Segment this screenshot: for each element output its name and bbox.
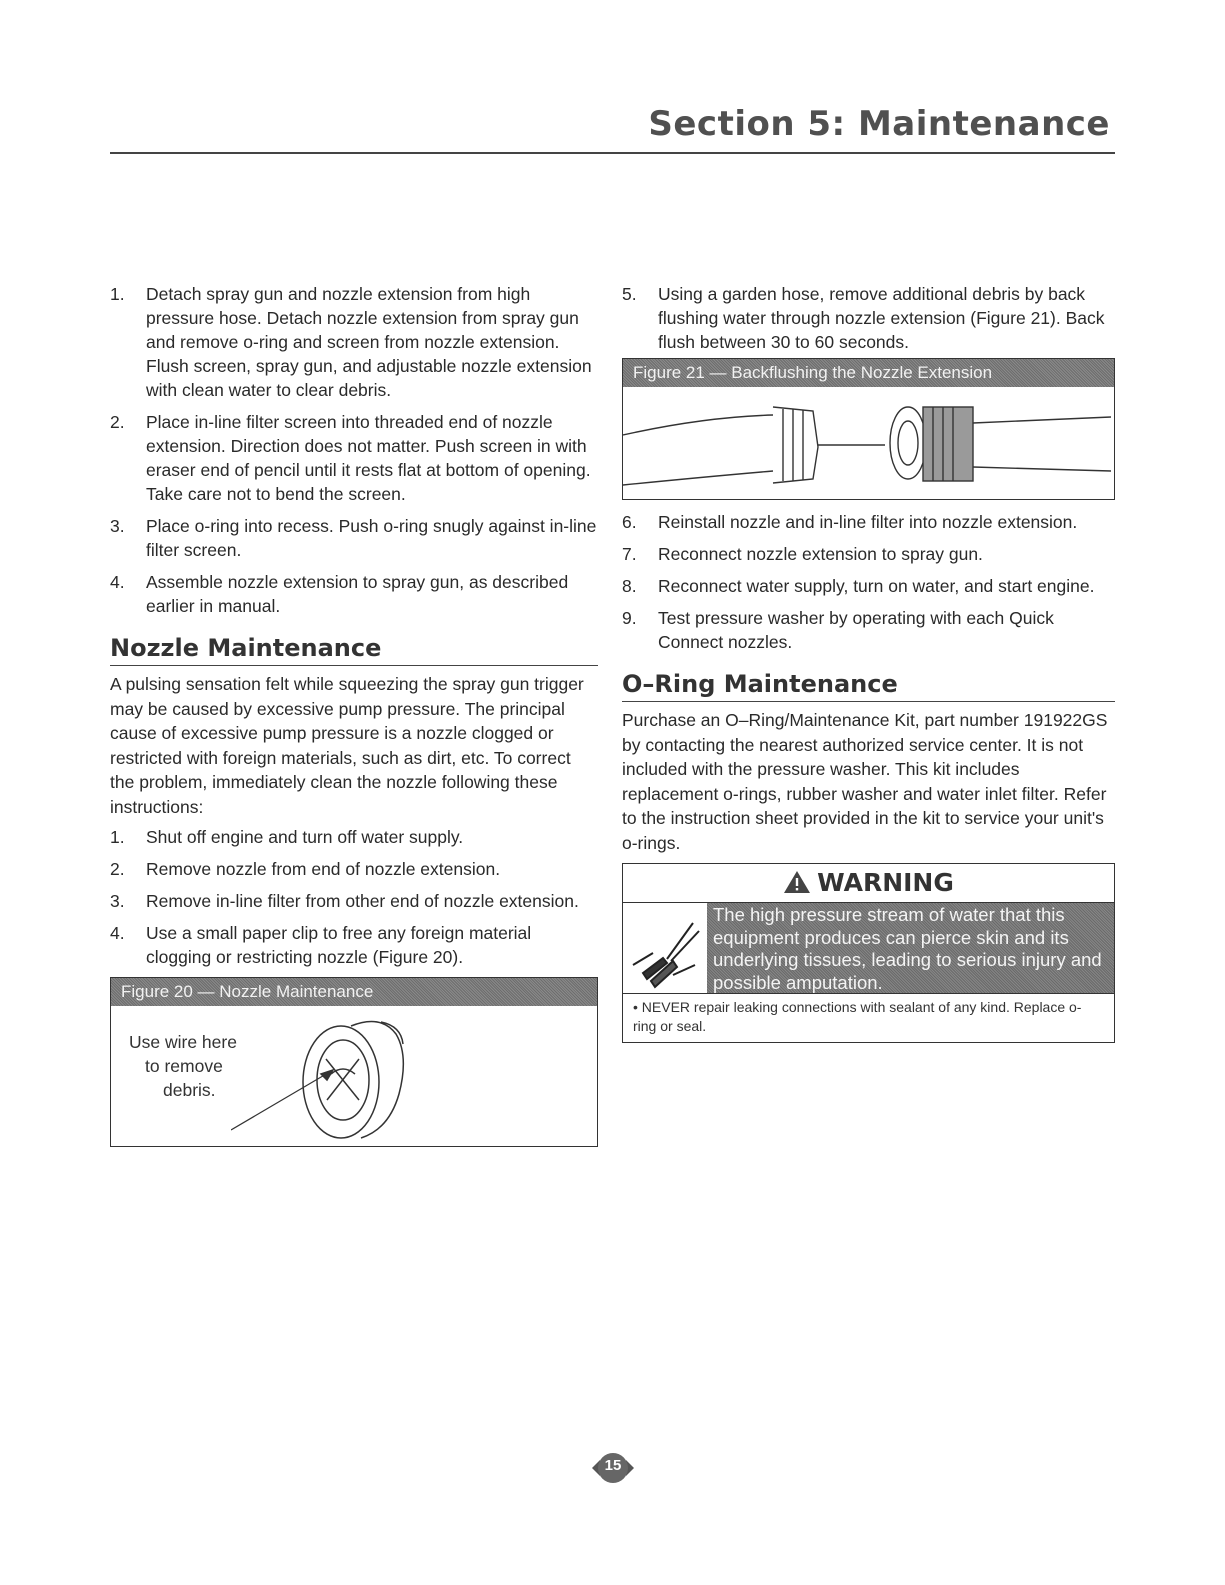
warning-message: The high pressure stream of water that this equipment produces can pierce skin and its underlying tissues, leading to serious injury and possible amputation. [707,903,1114,993]
list-item: 4. Assemble nozzle extension to spray gun, as described earlier in manual. [110,572,569,616]
figure-20-label: Use wire here to remove debris. [129,1032,237,1100]
list-item: 2. Remove nozzle from end of nozzle extension. [110,859,501,879]
figure-21-caption: Figure 21 — Backflushing the Nozzle Extension [623,359,1114,387]
injection-hazard-icon [623,903,707,993]
figure-20 [110,977,598,1147]
oring-paragraph: Purchase an O–Ring/Maintenance Kit, part number 191922GS by contacting the nearest authorized service center. It is not included with the pressure washer. This kit includes replacement o-rings, rubber washer and water inlet filter. Refer to the instruction sheet provided in the kit to service your unit's o-rings. [622,710,1108,853]
cleaning-steps-list [110,282,598,618]
nozzle-steps-list [110,825,598,969]
oring-maintenance-heading: O–Ring Maintenance [622,670,1115,702]
figure-20-caption: Figure 20 — Nozzle Maintenance [111,978,597,1006]
right-column [622,282,1115,1043]
figure-21 [622,358,1115,500]
list-item: 7. Reconnect nozzle extension to spray gun. [622,544,983,564]
header-divider [110,152,1115,154]
warning-header [623,864,1114,903]
list-item: 1. Shut off engine and turn off water supply. [110,827,464,847]
section-title: Section 5: Maintenance [648,104,1110,144]
list-item: 9. Test pressure washer by operating with each Quick Connect nozzles. [622,608,1054,652]
list-item: 3. Remove in-line filter from other end of nozzle extension. [110,891,579,911]
page-number: 15 [604,1457,622,1474]
page-number-badge [592,1448,634,1488]
list-item: 6. Reinstall nozzle and in-line filter into nozzle extension. [622,512,1078,532]
nozzle-maintenance-heading: Nozzle Maintenance [110,634,598,666]
backflush-steps-list [622,282,1115,354]
nozzle-illustration [231,1004,431,1144]
list-item: 3. Place o-ring into recess. Push o-ring snugly against in-line filter screen. [110,516,597,560]
warning-note: • NEVER repair leaking connections with sealant of any kind. Replace o-ring or seal. [633,999,1082,1034]
warning-triangle-icon [783,870,811,894]
list-item: 5. Using a garden hose, remove additional debris by back flushing water through nozzle extension (Figure 21). Back flush between 30 to 60 seconds. [622,284,1105,352]
warning-title: WARNING [817,868,954,897]
list-item: 2. Place in-line filter screen into threaded end of nozzle extension. Direction does not matter. Push screen in with eraser end of pencil until it rests flat at bottom of opening. Take care not to bend the screen. [110,412,591,504]
reassembly-steps-list [622,510,1115,654]
list-item: 4. Use a small paper clip to free any foreign material clogging or restricting nozzle (Figure 20). [110,923,532,967]
list-item: 8. Reconnect water supply, turn on water, and start engine. [622,576,1095,596]
warning-box [622,863,1115,1043]
backflush-illustration [623,387,1111,497]
left-column [110,282,598,1147]
list-item: 1. Detach spray gun and nozzle extension from high pressure hose. Detach nozzle extension from spray gun and remove o-ring and screen from nozzle extension. Flush screen, spray gun, and adjustable nozzle extension with clean water to clear debris. [110,284,592,400]
nozzle-intro-paragraph: A pulsing sensation felt while squeezing the spray gun trigger may be caused by excessive pump pressure. The principal cause of excessive pump pressure is a nozzle clogged or restricted with foreign materials, such as dirt, etc. To correct the problem, immediately clean the nozzle following these instructions: [110,674,584,817]
